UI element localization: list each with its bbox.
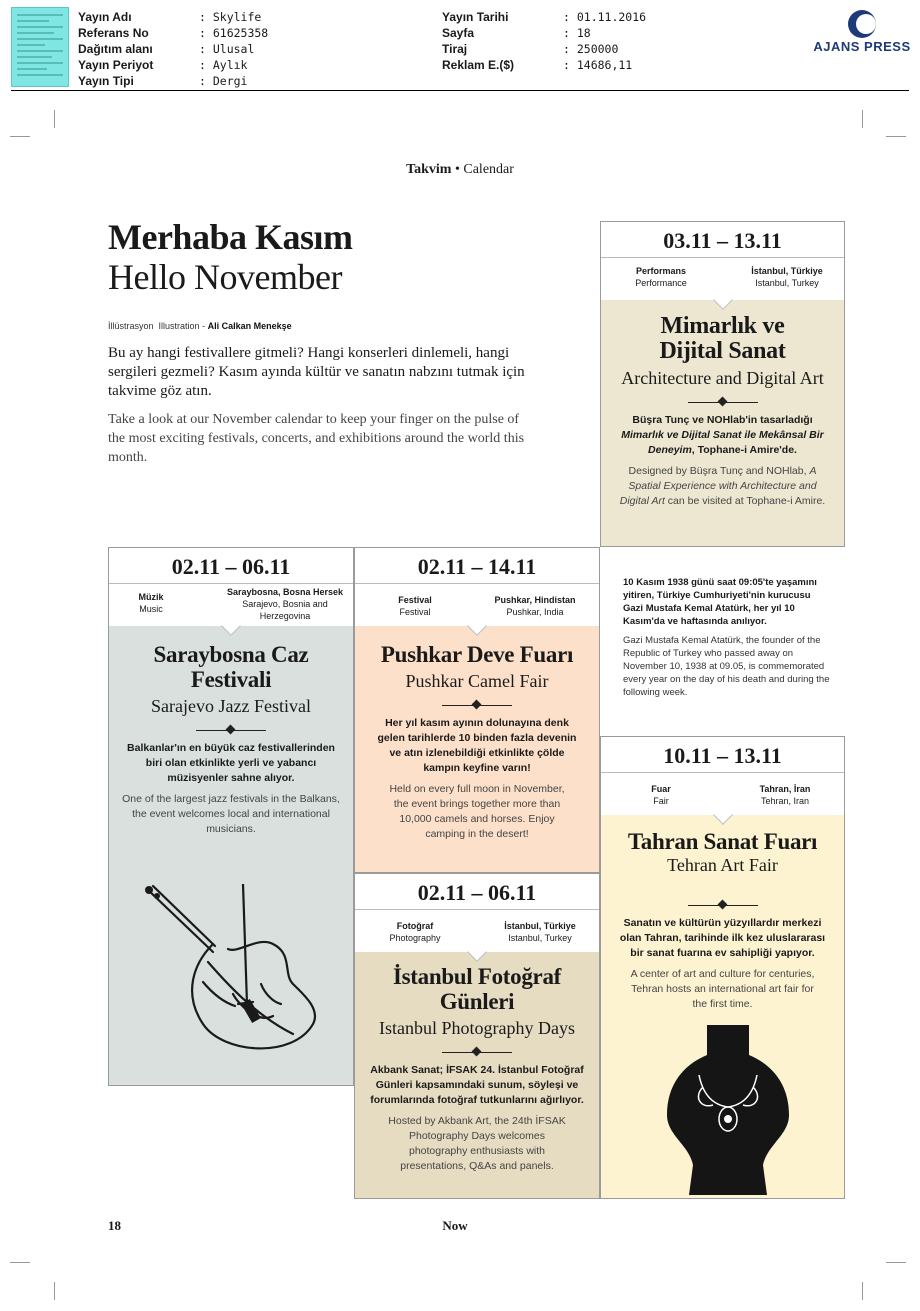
event-desc-en: A center of art and culture for centuries, Tehran hosts an international art fair for the first time. [630,968,815,1010]
necklace-bust-illustration [663,1025,793,1195]
event-title-tr: Tahran Sanat Fuarı [627,829,818,854]
event-card-photography [354,873,600,1199]
page-title-tr: Merhaba Kasım [108,217,353,257]
event-desc-tr: Büşra Tunç ve NOHlab'in tasarladığı Mimarlık ve Dijital Sanat ile Mekânsal Bir Deneyim, Tophane-i Amire'de. [621,414,824,456]
event-date: 10.11 – 13.11 [601,737,844,773]
event-date: 02.11 – 14.11 [355,548,599,584]
diamond-divider [196,723,266,737]
illustration-credit: İllüstrasyon Illustration - Ali Calkan Menekşe [108,321,292,331]
crop-mark [886,1262,906,1263]
meta-row: Yayın Periyot : Aylık [78,58,248,72]
clipping-header [0,0,920,92]
crop-mark [54,110,55,128]
diamond-divider [688,395,758,409]
clipping-meta-left [78,9,268,89]
ataturk-memorial-note: 10 Kasım 1938 günü saat 09:05'te yaşamını yitiren, Türkiye Cumhuriyeti'nin kurucusu Gazi Mustafa Kemal Atatürk, her yıl 10 Kasım'da ve haftasında anılıyor. Gazi Mustafa Kemal Atatürk, the founder of the Republic of Turkey who passed away on November 10, 1938 at 09.05, is commemorated every year on the day of his death and during the following week. [623,577,830,698]
event-desc-en: Designed by Büşra Tunç and NOHlab, A Spatial Experience with Architecture and Digital Art can be visited at Tophane-i Amire. [619,465,826,507]
page-thumbnail[interactable] [11,7,69,87]
meta-row: Dağıtım alanı : Ulusal [78,42,255,56]
event-title-en: Istanbul Photography Days [379,1018,575,1038]
event-title-en: Pushkar Camel Fair [405,671,549,691]
event-desc-en: One of the largest jazz festivals in the Balkans, the event welcomes local and international musicians. [122,793,340,835]
header-divider [11,90,909,91]
meta-row: Tiraj : 250000 [442,42,619,56]
diamond-divider [688,898,758,912]
event-meta: Fuar Fair Tahran, İran Tehran, Iran [601,773,844,815]
crop-mark [10,136,30,137]
event-card-tehran [600,736,845,1199]
meta-row: Reklam E.($) : 14686,11 [442,58,633,72]
page-title-en: Hello November [108,257,342,297]
page-number: 18 [108,1218,121,1233]
event-desc-tr: Sanatın ve kültürün yüzyıllardır merkezi olan Tahran, tarihinde ilk kez uluslararası bir sanat fuarına ev sahipliği yapıyor. [619,917,826,959]
event-title-en: Sarajevo Jazz Festival [151,696,311,716]
event-title-tr: Saraybosna Caz Festivali [153,642,309,692]
meta-row: Sayfa : 18 [442,26,591,40]
crop-mark [886,136,906,137]
crop-mark [10,1262,30,1263]
event-card-architecture [600,221,845,547]
event-meta: Performans Performance İstanbul, Türkiye Istanbul, Turkey [601,258,844,300]
intro-text-tr: Bu ay hangi festivallere gitmeli? Hangi konserleri dinlemeli, hangi sergileri gezmeli? Kasım ayında kültür ve sanatın nabzını tutmak için takvime göz atın. [108,345,525,399]
event-card-pushkar [354,547,600,873]
event-title-en: Architecture and Digital Art [621,368,824,388]
event-card-sarajevo [108,547,354,1086]
meta-row: Referans No : 61625358 [78,26,269,40]
ajans-press-logo-icon [848,10,876,38]
event-title-en: Tehran Art Fair [667,855,778,875]
diamond-divider [442,698,512,712]
event-meta: Fotoğraf Photography İstanbul, Türkiye Istanbul, Turkey [355,910,599,952]
event-desc-tr: Balkanlar'ın en büyük caz festivallerinden biri olan etkinlikte yerli ve yabancı müzisyenler sahne alıyor. [127,742,335,784]
event-title-tr: Pushkar Deve Fuarı [380,642,574,667]
footer-label: Now [442,1218,468,1233]
ajans-press-logo: AJANS PRESS [812,10,912,54]
event-desc-tr: Akbank Sanat; İFSAK 24. İstanbul Fotoğraf Günleri kapsamındaki sunum, söyleşi ve forumlarında fotoğraf tutkunlarını ağırlıyor. [370,1064,584,1106]
section-label: Takvim • Calendar [406,162,514,177]
event-desc-tr: Her yıl kasım ayının dolunayına denk gelen tarihlerde 10 binden fazla devenin ve atın izlenebildiği etkinlikte çölde kampın keyfine varın! [377,717,577,774]
event-meta: Festival Festival Pushkar, Hindistan Pushkar, India [355,584,599,626]
diamond-divider [442,1045,512,1059]
meta-row: Yayın Tarihi : 01.11.2016 [442,10,647,24]
meta-row: Yayın Tipi : Dergi [78,74,248,88]
crop-mark [54,1282,55,1300]
event-date: 03.11 – 13.11 [601,222,844,258]
event-meta: Müzik Music Saraybosna, Bosna Hersek Sarajevo, Bosnia and Herzegovina [109,584,353,626]
crop-mark [862,1282,863,1300]
meta-row: Yayın Adı : Skylife [78,10,262,24]
clipping-meta-right [442,9,646,73]
cello-illustration [143,884,323,1064]
event-desc-en: Hosted by Akbank Art, the 24th İFSAK Photography Days welcomes photography enthusiasts with presentations, Q&As and panels. [388,1115,566,1172]
event-title-tr: İstanbul Fotoğraf Günleri [392,964,562,1014]
intro-text-en: Take a look at our November calendar to keep your finger on the pulse of the most exciting festivals, concerts, and exhibitions around the world this month. [108,412,525,465]
event-desc-en: Held on every full moon in November, the event brings together more than 10,000 camels and horses. Enjoy camping in the desert! [389,783,565,840]
event-date: 02.11 – 06.11 [109,548,353,584]
crop-mark [862,110,863,128]
event-date: 02.11 – 06.11 [355,874,599,910]
event-title-tr: Mimarlık ve Dijital Sanat [659,313,786,364]
